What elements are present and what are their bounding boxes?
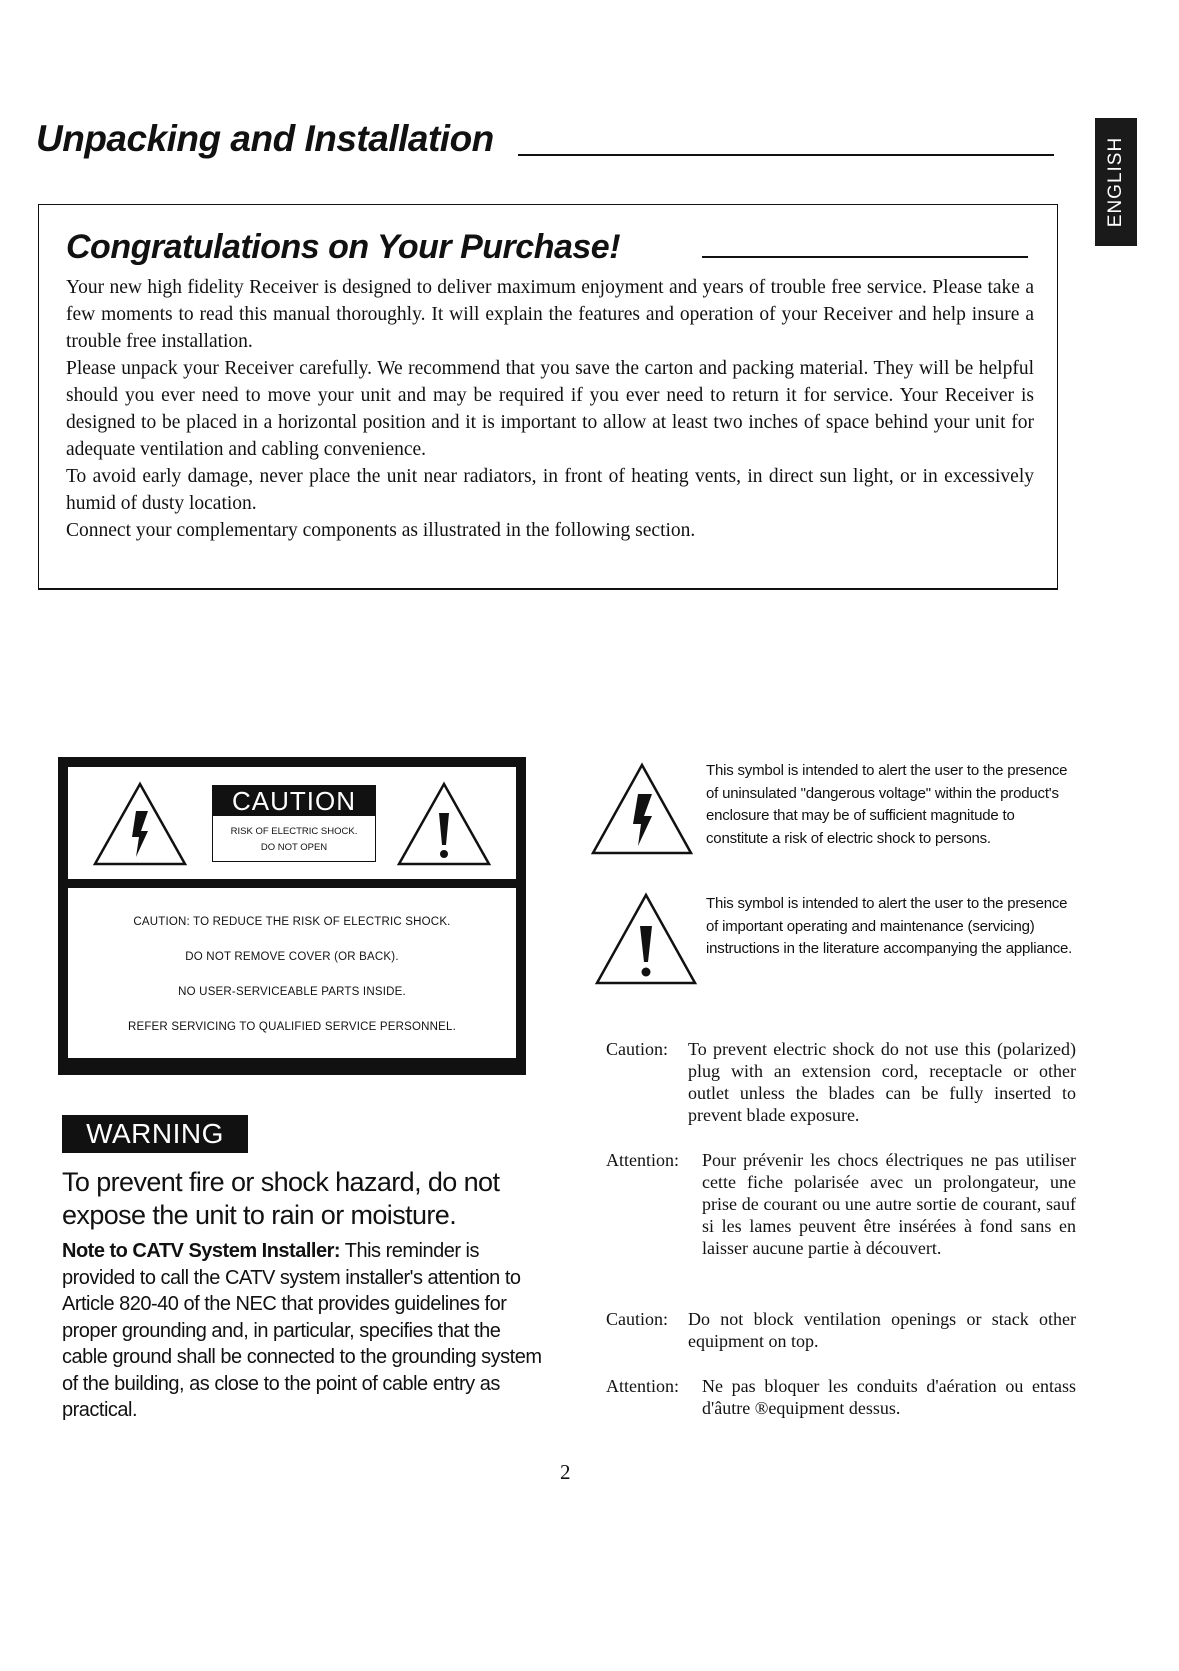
notice-label: Attention:	[606, 1150, 679, 1170]
notice-text: Pour prévenir les chocs électriques ne pas utiliser cette fiche polarisée avec un prolongateur, une prise de courant ou une autre sortie de courant, sauf si les lames peuvent être insérées à fond sans en laisser aucune partie à découvert.	[702, 1150, 1076, 1258]
caution-label-title: CAUTION	[213, 786, 375, 816]
page-number: 2	[560, 1460, 571, 1484]
caution-label-block	[212, 785, 376, 862]
lightning-symbol-text: This symbol is intended to alert the user to the presence of uninsulated "dangerous voltage" within the product's enclosure that may be of sufficient magnitude to constitute a risk of electric shock to persons.	[706, 762, 1068, 847]
exclamation-symbol-text: This symbol is intended to alert the user to the presence of important operating and maintenance (servicing) instructions in the literature accompanying the appliance.	[706, 895, 1073, 957]
caution-label-bottom	[68, 888, 516, 1058]
catv-note-label: Note to CATV System Installer:	[62, 1240, 341, 1262]
notice-attention-ventilation	[606, 1375, 1076, 1419]
title-rule	[518, 154, 1054, 156]
exclamation-symbol-icon	[594, 892, 698, 986]
notice-text: Do not block ventilation openings or stack other equipment on top.	[688, 1309, 1076, 1351]
warning-badge: WARNING	[62, 1115, 248, 1153]
notice-label: Caution:	[606, 1309, 668, 1329]
notice-label: Caution:	[606, 1039, 668, 1059]
catv-note-text: This reminder is provided to call the CATV system installer's attention to Article 820-40 of the NEC that provides guidelines for proper grounding and, in particular, specifies that the cable ground shall be connected to the grounding system of the building, as close to the point of cable entry as practical.	[62, 1240, 542, 1421]
box-paragraph: Connect your complementary components as illustrated in the following section.	[66, 520, 696, 541]
box-paragraph: To avoid early damage, never place the unit near radiators, in front of heating vents, in direct sun light, or in excessively humid of dusty location.	[66, 466, 1034, 514]
lightning-warning-icon	[92, 781, 188, 867]
box-paragraph: Please unpack your Receiver carefully. We recommend that you save the carton and packing material. They will be helpful should you ever need to move your unit and may be required if you ever need to return it for service. Your Receiver is designed to be placed in a horizontal position and it is important to allow at least two inches of space behind your unit for adequate ventilation and cabling convenience.	[66, 358, 1034, 460]
exclamation-warning-icon	[396, 781, 492, 867]
box-title-rule	[702, 256, 1028, 258]
caution-line: REFER SERVICING TO QUALIFIED SERVICE PERSONNEL.	[127, 1021, 457, 1033]
notice-text: To prevent electric shock do not use this (polarized) plug with an extension cord, receptacle or other outlet unless the blades can be fully inserted to prevent blade exposure.	[688, 1039, 1076, 1125]
language-tab-label: ENGLISH	[1105, 136, 1127, 228]
notice-attention-plug	[606, 1149, 1076, 1259]
caution-line: CAUTION: TO REDUCE THE RISK OF ELECTRIC SHOCK.	[133, 916, 451, 928]
notice-label: Attention:	[606, 1376, 679, 1396]
notice-text: Ne pas bloquer les conduits d'aération ou entass d'âutre ®equipment dessus.	[702, 1376, 1076, 1418]
warning-text: To prevent fire or shock hazard, do not expose the unit to rain or moisture.	[62, 1167, 500, 1230]
caution-line: NO USER-SERVICEABLE PARTS INSIDE.	[178, 986, 406, 998]
notice-caution-ventilation	[606, 1308, 1076, 1352]
caution-label-top	[68, 767, 516, 879]
language-tab	[1095, 118, 1137, 246]
page-title: Unpacking and Installation	[36, 118, 494, 159]
notice-caution-plug	[606, 1038, 1076, 1126]
caution-label-panel	[58, 757, 526, 1075]
box-paragraph: Your new high fidelity Receiver is designed to deliver maximum enjoyment and years of trouble free service. Please take a few moments to read this manual thoroughly. It will explain the features and operation of your Receiver and help insure a trouble free installation.	[66, 277, 1034, 352]
caution-label-sub1: RISK OF ELECTRIC SHOCK.	[230, 826, 358, 837]
catv-note	[62, 1238, 542, 1424]
box-text	[66, 274, 1034, 544]
lightning-symbol-icon	[590, 762, 694, 856]
box-title: Congratulations on Your Purchase!	[66, 228, 621, 266]
caution-label-sub2: DO NOT OPEN	[260, 842, 328, 853]
caution-line: DO NOT REMOVE COVER (OR BACK).	[185, 951, 399, 963]
